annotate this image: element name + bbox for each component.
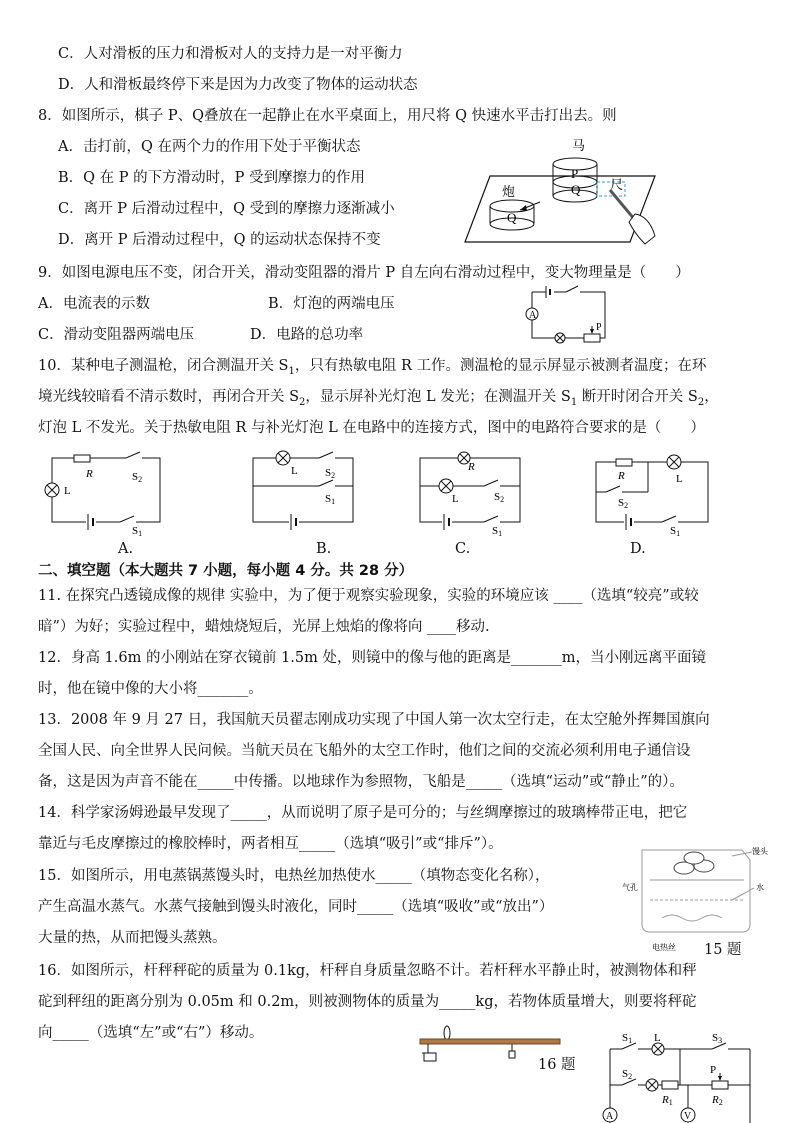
q16-line-2: 砣到秤纽的距离分别为 0.05m 和 0.2m，则被测物体的质量为_____kg，若物体质量增大，则要将秤砣 xyxy=(38,994,697,1010)
q17-label-s3: S3 xyxy=(712,1032,723,1045)
q12-line-2: 时，他在镜中像的大小将_______。 xyxy=(38,681,263,697)
q9-option-b: B．灯泡的两端电压 xyxy=(268,296,395,312)
q17-label-l: L xyxy=(654,1032,661,1044)
fig-label-pao: 炮 xyxy=(502,184,516,199)
q15-label-shui: 水 xyxy=(756,883,764,892)
q9-option-a: A．电流表的示数 xyxy=(38,296,150,312)
q10b-label-s1: S1 xyxy=(325,493,336,506)
q17-label-s1: S1 xyxy=(622,1032,633,1045)
q10-option-a-label: A. xyxy=(118,541,134,557)
q9-stem: 9．如图电源电压不变，闭合开关，滑动变阻器的滑片 P 自左向右滑动过程中，变大物理量是（ ） xyxy=(38,265,690,281)
q8-stem: 8．如图所示，棋子 P、Q叠放在一起静止在水平桌面上，用尺将 Q 快速水平击打出去。则 xyxy=(38,108,617,124)
q10-circuit-b xyxy=(245,450,365,532)
q10a-label-r: R xyxy=(86,468,93,480)
q15-line-2: 产生高温水蒸气。水蒸气接触到馒头时液化，同时_____（选填“吸收”或“放出”） xyxy=(38,899,554,915)
q9-option-c: C．滑动变阻器两端电压 xyxy=(38,327,195,343)
q16-caption: 16 题 xyxy=(538,1057,576,1073)
q13-line-3: 备，这是因为声音不能在_____中传播。以地球作为参照物，飞船是_____（选填“运动”或“静止”的）。 xyxy=(38,774,684,790)
q17-voltmeter-label: V xyxy=(684,1111,692,1122)
q8-option-c: C．离开 P 后滑动过程中，Q 受到的摩擦力逐渐减小 xyxy=(58,201,395,217)
q10d-label-s1: S1 xyxy=(670,525,681,538)
q15-label-dianresi: 电热丝 xyxy=(652,943,676,952)
q14-line-2: 靠近与毛皮摩擦过的橡胶棒时，两者相互_____（选填“吸引”或“排斥”）。 xyxy=(38,836,503,852)
q7-option-c: C．人对滑板的压力和滑板对人的支持力是一对平衡力 xyxy=(58,46,403,62)
q10a-label-l: L xyxy=(64,485,71,497)
q10c-label-s1: S1 xyxy=(492,525,503,538)
q10d-label-l: L xyxy=(676,473,683,485)
q10d-label-s2: S2 xyxy=(618,497,629,510)
q12-line-1: 12．身高 1.6m 的小刚站在穿衣镜前 1.5m 处，则镜中的像与他的距离是_______m，当小刚远离平面镜 xyxy=(38,650,707,666)
q10-line-3: 灯泡 L 不发光。关于热敏电阻 R 与补光灯泡 L 在电路中的连接方式，图中的电路符合要求的是（ ） xyxy=(38,420,705,436)
section-2-heading: 二、填空题（本大题共 7 小题，每小题 4 分。共 28 分） xyxy=(38,563,414,579)
q13-line-1: 13．2008 年 9 月 27 日，我国航天员翟志刚成功实现了中国人第一次太空行走，在太空舱外挥舞国旗向 xyxy=(38,712,710,728)
q8-chess-figure xyxy=(460,134,660,254)
q10-line-2: 境光线较暗看不清示数时，再闭合开关 $S_2$，显示屏补光灯泡 L 发光；在测温开关 $S_1$ 断开时闭合开关 $S_2$， xyxy=(38,389,719,408)
q10c-label-r: R xyxy=(468,461,475,473)
fig-label-q-top: Q xyxy=(571,182,581,197)
q10-option-d-label: D. xyxy=(630,541,646,557)
fig-label-p: P xyxy=(571,166,579,181)
q15-caption: 15 题 xyxy=(704,942,742,958)
fig-label-q-bottom: Q xyxy=(507,210,517,225)
q8-option-d: D．离开 P 后滑动过程中，Q 的运动状态保持不变 xyxy=(58,232,381,248)
q17-label-r2: R2 xyxy=(712,1094,723,1107)
fig-label-chi: 尺 xyxy=(610,177,624,192)
q10c-label-l: L xyxy=(452,493,459,505)
q15-line-3: 大量的热，从而把馒头蒸熟。 xyxy=(38,930,227,946)
q10-option-b-label: B. xyxy=(316,541,332,557)
q8-option-b: B．Q 在 P 的下方滑动时，P 受到摩擦力的作用 xyxy=(58,170,365,186)
q7-option-d: D．人和滑板最终停下来是因为力改变了物体的运动状态 xyxy=(58,77,418,93)
fig-label-ma: 马 xyxy=(572,138,586,153)
q17-label-r1: R1 xyxy=(662,1094,673,1107)
q8-option-a: A．击打前，Q 在两个力的作用下处于平衡状态 xyxy=(58,139,361,155)
q10c-label-s2: S2 xyxy=(494,491,505,504)
q9-slider-label: P xyxy=(596,322,602,333)
q9-circuit-figure xyxy=(520,282,620,344)
q16-line-3: 向_____（选填“左”或“右”）移动。 xyxy=(38,1025,264,1041)
q15-label-qikong: 气孔 xyxy=(622,883,638,892)
q16-line-1: 16．如图所示，杆秤秤砣的质量为 0.1kg，杆秤自身质量忽略不计。若杆秤水平静止时，被测物体和秤 xyxy=(38,963,697,979)
q15-label-mantou: 馒头 xyxy=(752,847,768,856)
q9-ammeter-label: A xyxy=(529,310,537,321)
q13-line-2: 全国人民、向全世界人民问候。当航天员在飞船外的太空工作时，他们之间的交流必须利用电子通信设 xyxy=(38,743,691,759)
q9-option-d: D．电路的总功率 xyxy=(250,327,364,343)
q17-label-s2: S2 xyxy=(622,1068,633,1081)
q17-circuit-figure xyxy=(600,1032,780,1123)
q10a-label-s2: S2 xyxy=(132,471,143,484)
q10b-label-l: L xyxy=(291,465,298,477)
q10-circuit-c xyxy=(412,450,532,538)
q10b-label-s2: S2 xyxy=(325,467,336,480)
q10-line-1: 10．某种电子测温枪，闭合测温开关 $S_1$，只有热敏电阻 R 工作。测温枪的显示屏显示被测者温度；在环 xyxy=(38,358,707,377)
q10d-label-r: R xyxy=(618,470,625,482)
q17-ammeter-label: A xyxy=(606,1111,614,1122)
q14-line-1: 14．科学家汤姆逊最早发现了_____，从而说明了原子是可分的；与丝绸摩擦过的玻璃棒带正电，把它 xyxy=(38,805,688,821)
q10a-label-s1: S1 xyxy=(132,525,143,538)
q10-circuit-d xyxy=(588,450,718,538)
q15-line-1: 15．如图所示，用电蒸锅蒸馒头时，电热丝加热使水_____（填物态变化名称）， xyxy=(38,868,550,884)
q10-option-c-label: C. xyxy=(455,541,471,557)
q11-line-2: 暗”）为好；实验过程中，蜡烛烧短后，光屏上烛焰的像将向 ____移动. xyxy=(38,619,490,635)
q11-line-1: 11. 在探究凸透镜成像的规律 实验中，为了便于观察实验现象，实验的环境应该 ____（选填“较亮”或较 xyxy=(38,588,699,604)
q10-circuit-a xyxy=(40,450,170,538)
q17-label-p: P xyxy=(710,1064,717,1076)
